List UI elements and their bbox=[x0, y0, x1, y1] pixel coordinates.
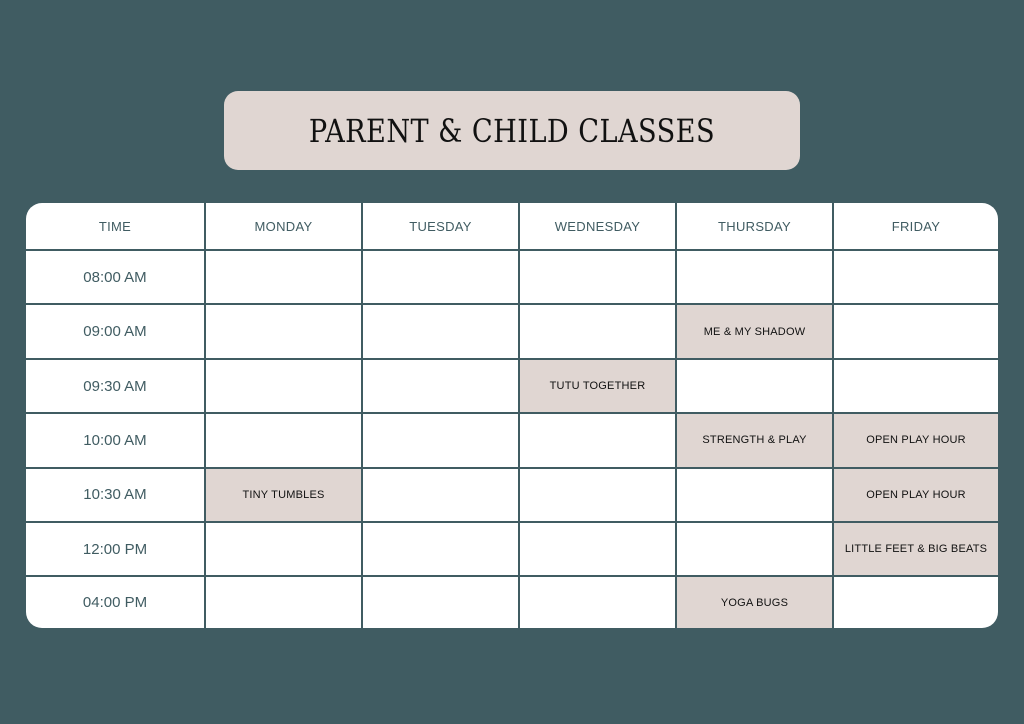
class-cell-friday: LITTLE FEET & BIG BEATS bbox=[833, 522, 998, 576]
column-header-tuesday: TUESDAY bbox=[362, 203, 519, 250]
empty-cell-monday bbox=[205, 359, 362, 413]
time-slot-label: 08:00 AM bbox=[26, 250, 205, 304]
empty-cell-tuesday bbox=[362, 250, 519, 304]
empty-cell-wednesday bbox=[519, 576, 676, 628]
column-header-thursday: THURSDAY bbox=[676, 203, 833, 250]
class-cell-friday: OPEN PLAY HOUR bbox=[833, 413, 998, 467]
empty-cell-tuesday bbox=[362, 413, 519, 467]
empty-cell-monday bbox=[205, 576, 362, 628]
class-cell-thursday: YOGA BUGS bbox=[676, 576, 833, 628]
empty-cell-tuesday bbox=[362, 576, 519, 628]
empty-cell-tuesday bbox=[362, 359, 519, 413]
class-schedule bbox=[26, 203, 998, 628]
column-header-monday: MONDAY bbox=[205, 203, 362, 250]
table-row bbox=[26, 413, 998, 467]
empty-cell-monday bbox=[205, 304, 362, 358]
table-row bbox=[26, 576, 998, 628]
table-row bbox=[26, 250, 998, 304]
empty-cell-wednesday bbox=[519, 250, 676, 304]
table-row bbox=[26, 468, 998, 522]
empty-cell-thursday bbox=[676, 359, 833, 413]
empty-cell-tuesday bbox=[362, 304, 519, 358]
empty-cell-thursday bbox=[676, 250, 833, 304]
title-banner bbox=[224, 91, 800, 170]
time-slot-label: 09:00 AM bbox=[26, 304, 205, 358]
empty-cell-wednesday bbox=[519, 468, 676, 522]
time-slot-label: 12:00 PM bbox=[26, 522, 205, 576]
class-cell-monday: TINY TUMBLES bbox=[205, 468, 362, 522]
empty-cell-friday bbox=[833, 250, 998, 304]
class-cell-thursday: STRENGTH & PLAY bbox=[676, 413, 833, 467]
empty-cell-monday bbox=[205, 522, 362, 576]
header-row bbox=[26, 203, 998, 250]
empty-cell-friday bbox=[833, 359, 998, 413]
time-slot-label: 04:00 PM bbox=[26, 576, 205, 628]
empty-cell-friday bbox=[833, 576, 998, 628]
empty-cell-wednesday bbox=[519, 522, 676, 576]
column-header-wednesday: WEDNESDAY bbox=[519, 203, 676, 250]
class-cell-friday: OPEN PLAY HOUR bbox=[833, 468, 998, 522]
empty-cell-tuesday bbox=[362, 468, 519, 522]
empty-cell-monday bbox=[205, 413, 362, 467]
empty-cell-monday bbox=[205, 250, 362, 304]
class-cell-wednesday: TUTU TOGETHER bbox=[519, 359, 676, 413]
table-row bbox=[26, 359, 998, 413]
column-header-friday: FRIDAY bbox=[833, 203, 998, 250]
empty-cell-thursday bbox=[676, 522, 833, 576]
time-slot-label: 10:30 AM bbox=[26, 468, 205, 522]
column-header-time: TIME bbox=[26, 203, 205, 250]
empty-cell-wednesday bbox=[519, 304, 676, 358]
empty-cell-thursday bbox=[676, 468, 833, 522]
time-slot-label: 10:00 AM bbox=[26, 413, 205, 467]
empty-cell-friday bbox=[833, 304, 998, 358]
schedule-table bbox=[26, 203, 998, 628]
time-slot-label: 09:30 AM bbox=[26, 359, 205, 413]
empty-cell-wednesday bbox=[519, 413, 676, 467]
page-title: PARENT & CHILD CLASSES bbox=[308, 111, 716, 150]
empty-cell-tuesday bbox=[362, 522, 519, 576]
class-cell-thursday: ME & MY SHADOW bbox=[676, 304, 833, 358]
table-row bbox=[26, 522, 998, 576]
table-row bbox=[26, 304, 998, 358]
